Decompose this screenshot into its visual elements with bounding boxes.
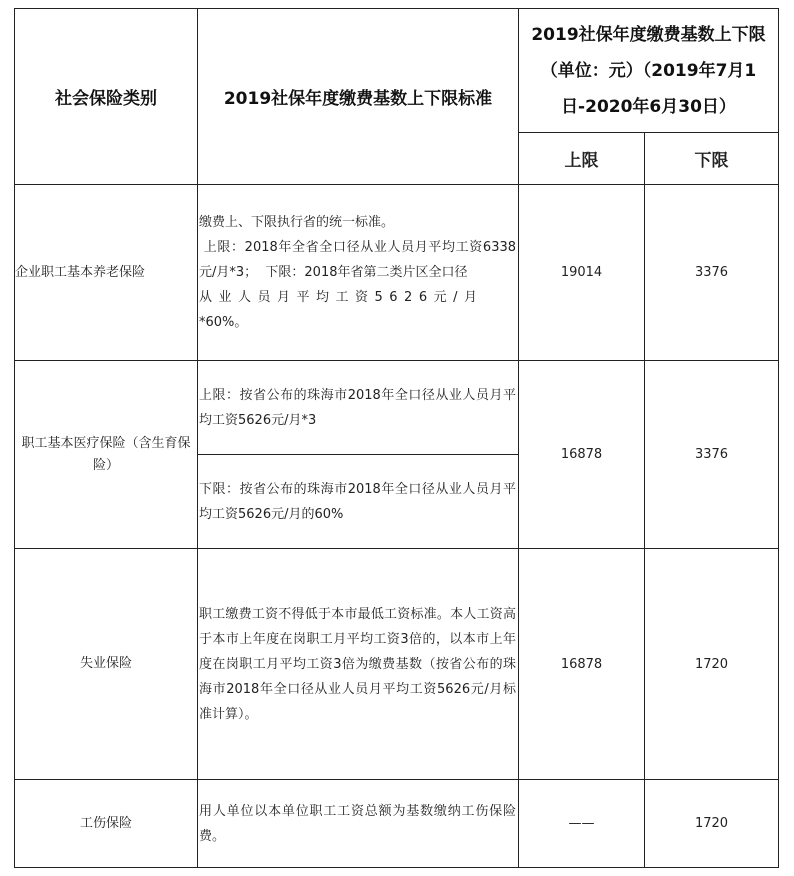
pension-standard-line-1: 缴费上、下限执行省的统一标准。 [199, 215, 395, 230]
row-lower-unemployment: 1720 [645, 549, 779, 780]
row-standard-injury: 用人单位以本单位职工工资总额为基数缴纳工伤保险费。 [198, 780, 519, 868]
header-upper: 上限 [519, 133, 645, 185]
row-upper-unemployment: 16878 [519, 549, 645, 780]
row-category-unemployment: 失业保险 [15, 549, 198, 780]
pension-standard-line-3: 从业人员月平均工资5626元/月 [199, 290, 484, 305]
row-upper-medical: 16878 [519, 361, 645, 549]
row-standard-unemployment: 职工缴费工资不得低于本市最低工资标准。本人工资高于本市上年度在岗职工月平均工资3倍的，以本市上年度在岗职工月平均工资3倍为缴费基数（按省公布的珠海市2018年全口径从业人员月平均工资5626元/月标准计算）。 [198, 549, 519, 780]
row-standard-pension [198, 185, 519, 361]
row-category-pension: 企业职工基本养老保险 [15, 185, 198, 361]
pension-standard-line-4: *60%。 [199, 315, 248, 330]
pension-standard-line-2: 上限：2018年全省全口径从业人员月平均工资6338元/月*3； 下限：2018年省第二类片区全口径 [199, 240, 517, 280]
header-lower: 下限 [645, 133, 779, 185]
row-standard-medical-lower: 下限：按省公布的珠海市2018年全口径从业人员月平均工资5626元/月的60% [198, 455, 519, 549]
row-category-injury: 工伤保险 [15, 780, 198, 868]
row-standard-medical-upper: 上限：按省公布的珠海市2018年全口径从业人员月平均工资5626元/月*3 [198, 361, 519, 455]
header-standard: 2019社保年度缴费基数上下限标准 [198, 9, 519, 185]
row-lower-pension: 3376 [645, 185, 779, 361]
row-lower-medical: 3376 [645, 361, 779, 549]
row-lower-injury: 1720 [645, 780, 779, 868]
row-upper-pension: 19014 [519, 185, 645, 361]
social-insurance-table [14, 8, 779, 868]
row-upper-injury: —— [519, 780, 645, 868]
header-period: 2019社保年度缴费基数上下限（单位：元）（2019年7月1日-2020年6月30日） [519, 9, 779, 133]
header-category: 社会保险类别 [15, 9, 198, 185]
row-category-medical: 职工基本医疗保险（含生育保险） [15, 361, 198, 549]
